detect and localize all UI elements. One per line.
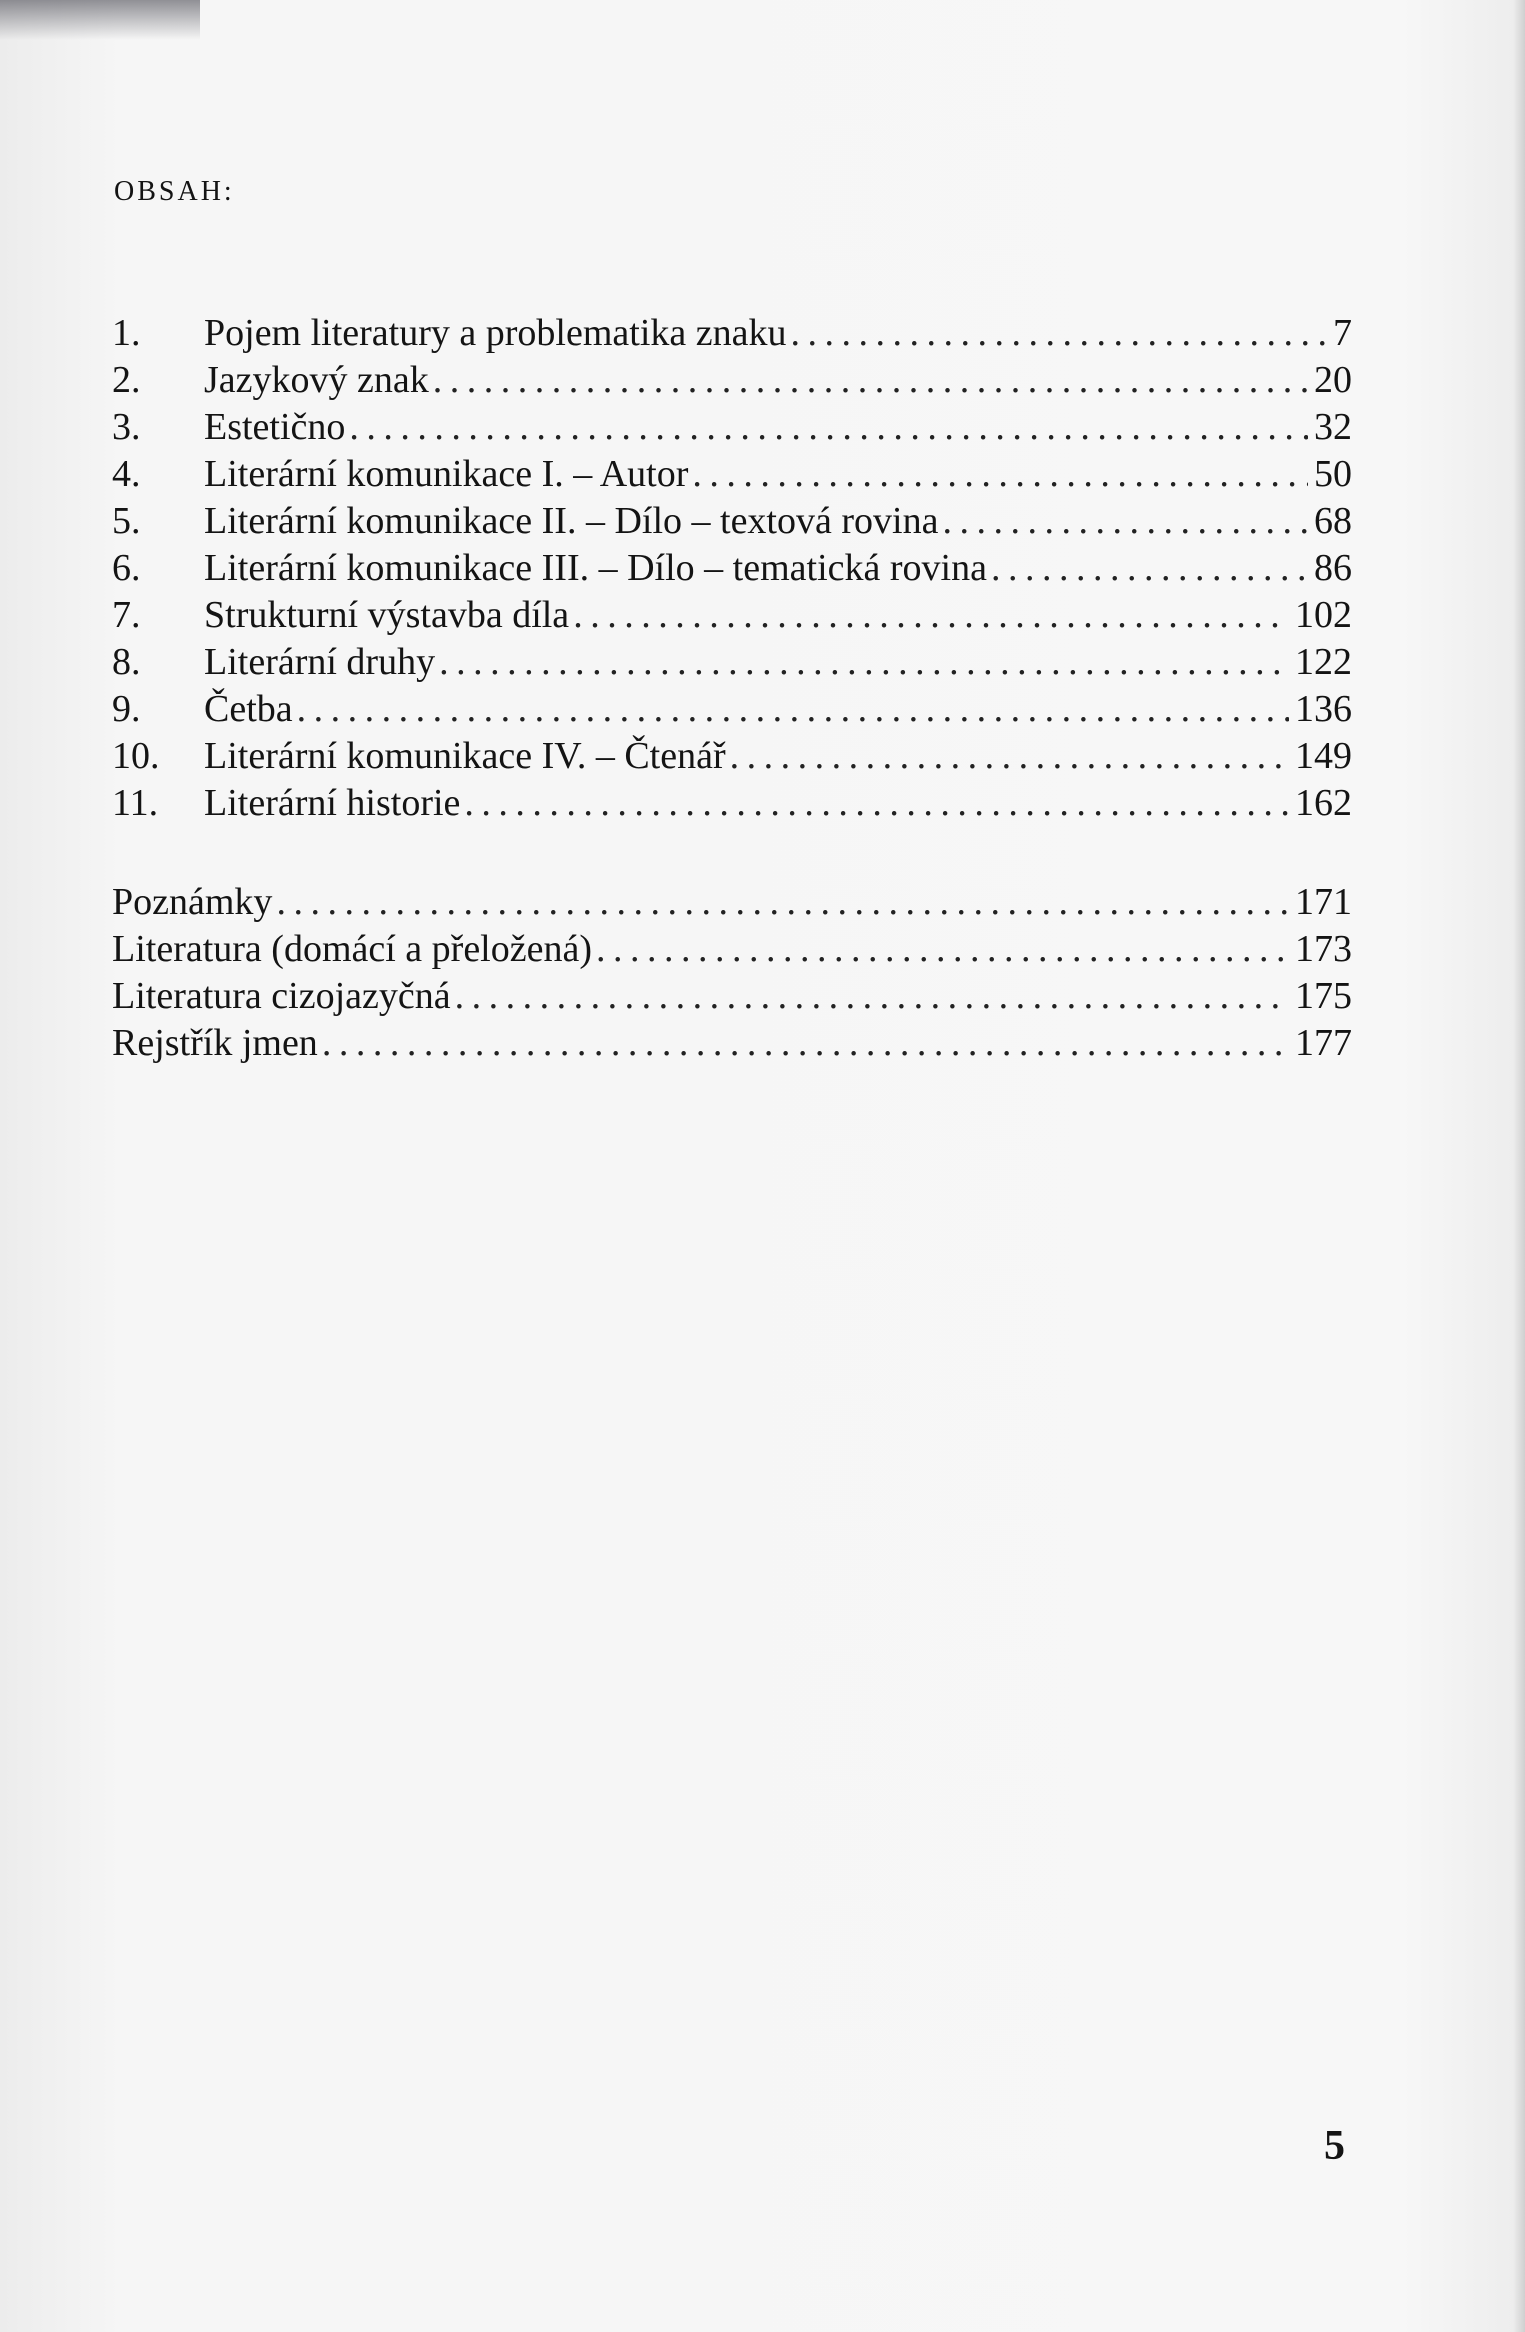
dot-leader (297, 686, 1289, 733)
appendix-entry-title: Literatura (domácí a přeložená) (112, 928, 592, 970)
toc-entry-page: 32 (1314, 406, 1352, 448)
dot-leader (455, 973, 1289, 1020)
toc-entry-title: Jazykový znak (204, 359, 429, 401)
toc-entry-title: Literární historie (204, 782, 461, 824)
toc-entry-number: 10. (112, 735, 160, 777)
toc-entry-number: 4. (112, 453, 141, 495)
toc-entry (112, 733, 1352, 780)
toc-entry (112, 780, 1352, 827)
toc-entry-page: 68 (1314, 500, 1352, 542)
toc-entry-number: 11. (112, 782, 159, 824)
scan-shadow (0, 0, 200, 40)
toc-entry (112, 545, 1352, 592)
dot-leader (991, 545, 1308, 592)
toc-entry-number: 5. (112, 500, 141, 542)
dot-leader (276, 879, 1289, 926)
toc-entry (112, 592, 1352, 639)
dot-leader (439, 639, 1289, 686)
toc-entry (112, 639, 1352, 686)
table-of-contents (112, 310, 1352, 1067)
toc-entry-page: 20 (1314, 359, 1352, 401)
appendix-entry (112, 926, 1352, 973)
toc-entry-title: Estetično (204, 406, 346, 448)
appendix-entry-page: 175 (1295, 975, 1352, 1017)
dot-leader (573, 592, 1289, 639)
toc-entry-title: Pojem literatury a problematika znaku (204, 312, 787, 354)
toc-entry-page: 162 (1295, 782, 1352, 824)
section-gap (112, 827, 1352, 879)
toc-entry-number: 9. (112, 688, 141, 730)
toc-entry-title: Literární komunikace IV. – Čtenář (204, 735, 726, 777)
contents-heading: OBSAH: (114, 176, 235, 207)
toc-entry-page: 102 (1295, 594, 1352, 636)
toc-entry-title: Literární komunikace II. – Dílo – textová rovina (204, 500, 939, 542)
toc-entry-page: 122 (1295, 641, 1352, 683)
toc-entry-title: Strukturní výstavba díla (204, 594, 570, 636)
appendix-entry (112, 1020, 1352, 1067)
toc-entry-number: 2. (112, 359, 141, 401)
appendix-entry-title: Rejstřík jmen (112, 1022, 318, 1064)
toc-entry-page: 149 (1295, 735, 1352, 777)
dot-leader (790, 310, 1327, 357)
appendix-entry (112, 973, 1352, 1020)
toc-entry-page: 50 (1314, 453, 1352, 495)
appendix-entry-title: Poznámky (112, 881, 273, 923)
dot-leader (730, 733, 1289, 780)
page-edge-shadow (1513, 0, 1525, 2332)
toc-entry-title: Literární druhy (204, 641, 436, 683)
toc-entry-page: 86 (1314, 547, 1352, 589)
page-number: 5 (1324, 2123, 1345, 2169)
toc-entry (112, 357, 1352, 404)
toc-entry-number: 6. (112, 547, 141, 589)
dot-leader (464, 780, 1289, 827)
appendix-entry (112, 879, 1352, 926)
toc-entry-page: 136 (1295, 688, 1352, 730)
toc-entry-title: Literární komunikace I. – Autor (204, 453, 689, 495)
appendix-entry-page: 171 (1295, 881, 1352, 923)
appendix-entry-page: 177 (1295, 1022, 1352, 1064)
toc-entry (112, 686, 1352, 733)
dot-leader (322, 1020, 1289, 1067)
dot-leader (349, 404, 1308, 451)
toc-entry (112, 451, 1352, 498)
appendix-entry-title: Literatura cizojazyčná (112, 975, 451, 1017)
dot-leader (433, 357, 1308, 404)
toc-entry-page: 7 (1333, 312, 1352, 354)
dot-leader (942, 498, 1308, 545)
toc-entry-title: Četba (204, 688, 293, 730)
toc-entry-number: 8. (112, 641, 141, 683)
dot-leader (596, 926, 1289, 973)
appendix-entry-page: 173 (1295, 928, 1352, 970)
toc-entry-number: 1. (112, 312, 141, 354)
dot-leader (692, 451, 1308, 498)
toc-entry-number: 3. (112, 406, 141, 448)
toc-entry-number: 7. (112, 594, 141, 636)
toc-entry (112, 404, 1352, 451)
toc-entry-title: Literární komunikace III. – Dílo – tematická rovina (204, 547, 987, 589)
toc-entry (112, 310, 1352, 357)
toc-entry (112, 498, 1352, 545)
